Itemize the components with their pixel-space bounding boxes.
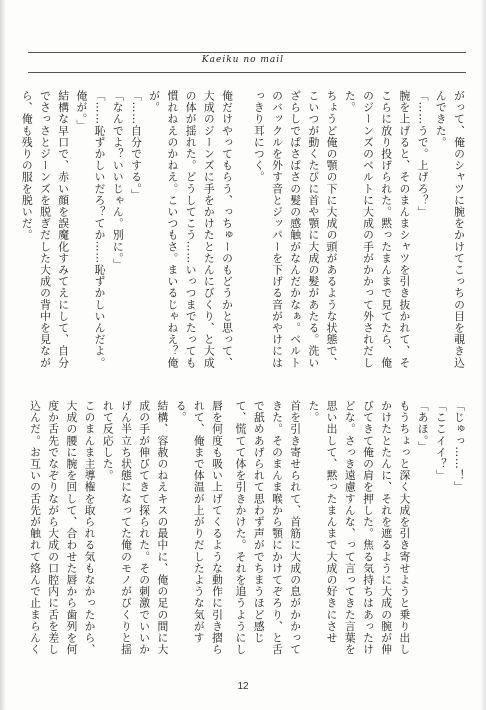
paragraph: 首を引き寄せられて、首筋に大成の息がかかってきた。そのまんま喉から顎にかけてぞろり、と舌で舐めあげられて思わず声がでちまうほど感じて、慌てて体を引きかけた。それを追うようにし: [234, 400, 303, 656]
dialogue-line: 「ここイイ？」: [434, 400, 448, 482]
dialogue-line: 「じゅっ……！」: [453, 400, 466, 493]
dialogue-line: 「……うで。上げろ？」: [416, 90, 430, 218]
paragraph: がって、俺のシャツに腕をかけてこっちの目を覗き込んできた。: [434, 90, 466, 369]
dialogue-line: 「あほ。」: [416, 400, 430, 453]
page-edge-shadow-left: [0, 0, 6, 710]
text-column-top-right: [242, 90, 468, 373]
page-number: 12: [237, 681, 249, 692]
paragraph: 結構、容赦のねえキスの最中に、俺の足の間に大成の手が伸びてきて探られた。その刺激でいいかげん半立ち状態になってた俺のモノがびくりと揺れて反応した。: [101, 400, 170, 656]
header-rule-top: [28, 52, 466, 53]
paragraph: 俺だけやってもらう、っちゅーのもどうかと思って、大成のジーンズに手をかけたとたんにびくり、と大成の体が揺れた。どうしてこう……いっつまでたっても慣れねえのかねえ。こいつもさ。まいるじゃねえ？俺が。: [148, 90, 234, 369]
header-rule-bottom: [28, 72, 466, 73]
dialogue-line: 「……恥ずかしいだろ？てか……恥ずかしいんだよ。俺が。」: [75, 90, 107, 369]
paragraph: [14, 90, 18, 373]
text-column-bottom-left: [26, 400, 226, 665]
text-column-top-left: [14, 90, 236, 373]
paragraph: このまんま主導権を取られる気もなかったから、大成の腰に腕を回して、合わせた唇から歯列を何度か舌先でなぞりながら大成の口腔内に舌を差し込んだ。お互いの舌先が触れて絡んで止まらんく: [28, 400, 97, 656]
paragraph: 腕を上げると、そのまんまシャツを引き抜かれて、そこらに放り投げられた。黙ったまんまで見てたら、俺のジーンズのベルトに大成の手がかかって外されだした。: [343, 90, 412, 369]
paragraph: 結構な早口で、赤い顔を誤魔化すみてえにして、自分でさっさとジーンズを脱ぎだした大成の背中を見ながら、俺も残りの服を脱いだ。: [20, 90, 71, 369]
page-edge-shadow-right: [480, 0, 486, 710]
paragraph: ちょうど俺の顎の下に大成の頭があるような状態で、こいつが動くたびに首や顎に大成の髪があたる。洗いざらしでぱさぱさの髪の感触がなんだかなぁ。ベルトのバックルを外す音とジッパーを下げる音がやけにはっきり耳につく。: [252, 90, 339, 369]
running-title: Kaeiku no mail: [201, 55, 285, 65]
paragraph: もうちょっと深く大成を引き寄せようと乗り出しかけたとたんに、それを遮るように大成の腕が伸びてきて俺の肩を押した。焦る気持ちはあったけどな。さっき遠慮すんな、って言ってきた言葉を思い出して、黙ったまんまで大成の好きにさせた。: [307, 400, 412, 656]
paragraph: 唇を何度も吸い上げてくるような動作に引き摺られて、俺まで体温が上がりだしたような気がする。: [174, 400, 224, 656]
dialogue-line: 「なんでよ？いいじゃん。別に。」: [111, 90, 125, 271]
text-column-bottom-right: [232, 400, 468, 665]
dialogue-line: 「……自分でする。」: [129, 90, 143, 201]
